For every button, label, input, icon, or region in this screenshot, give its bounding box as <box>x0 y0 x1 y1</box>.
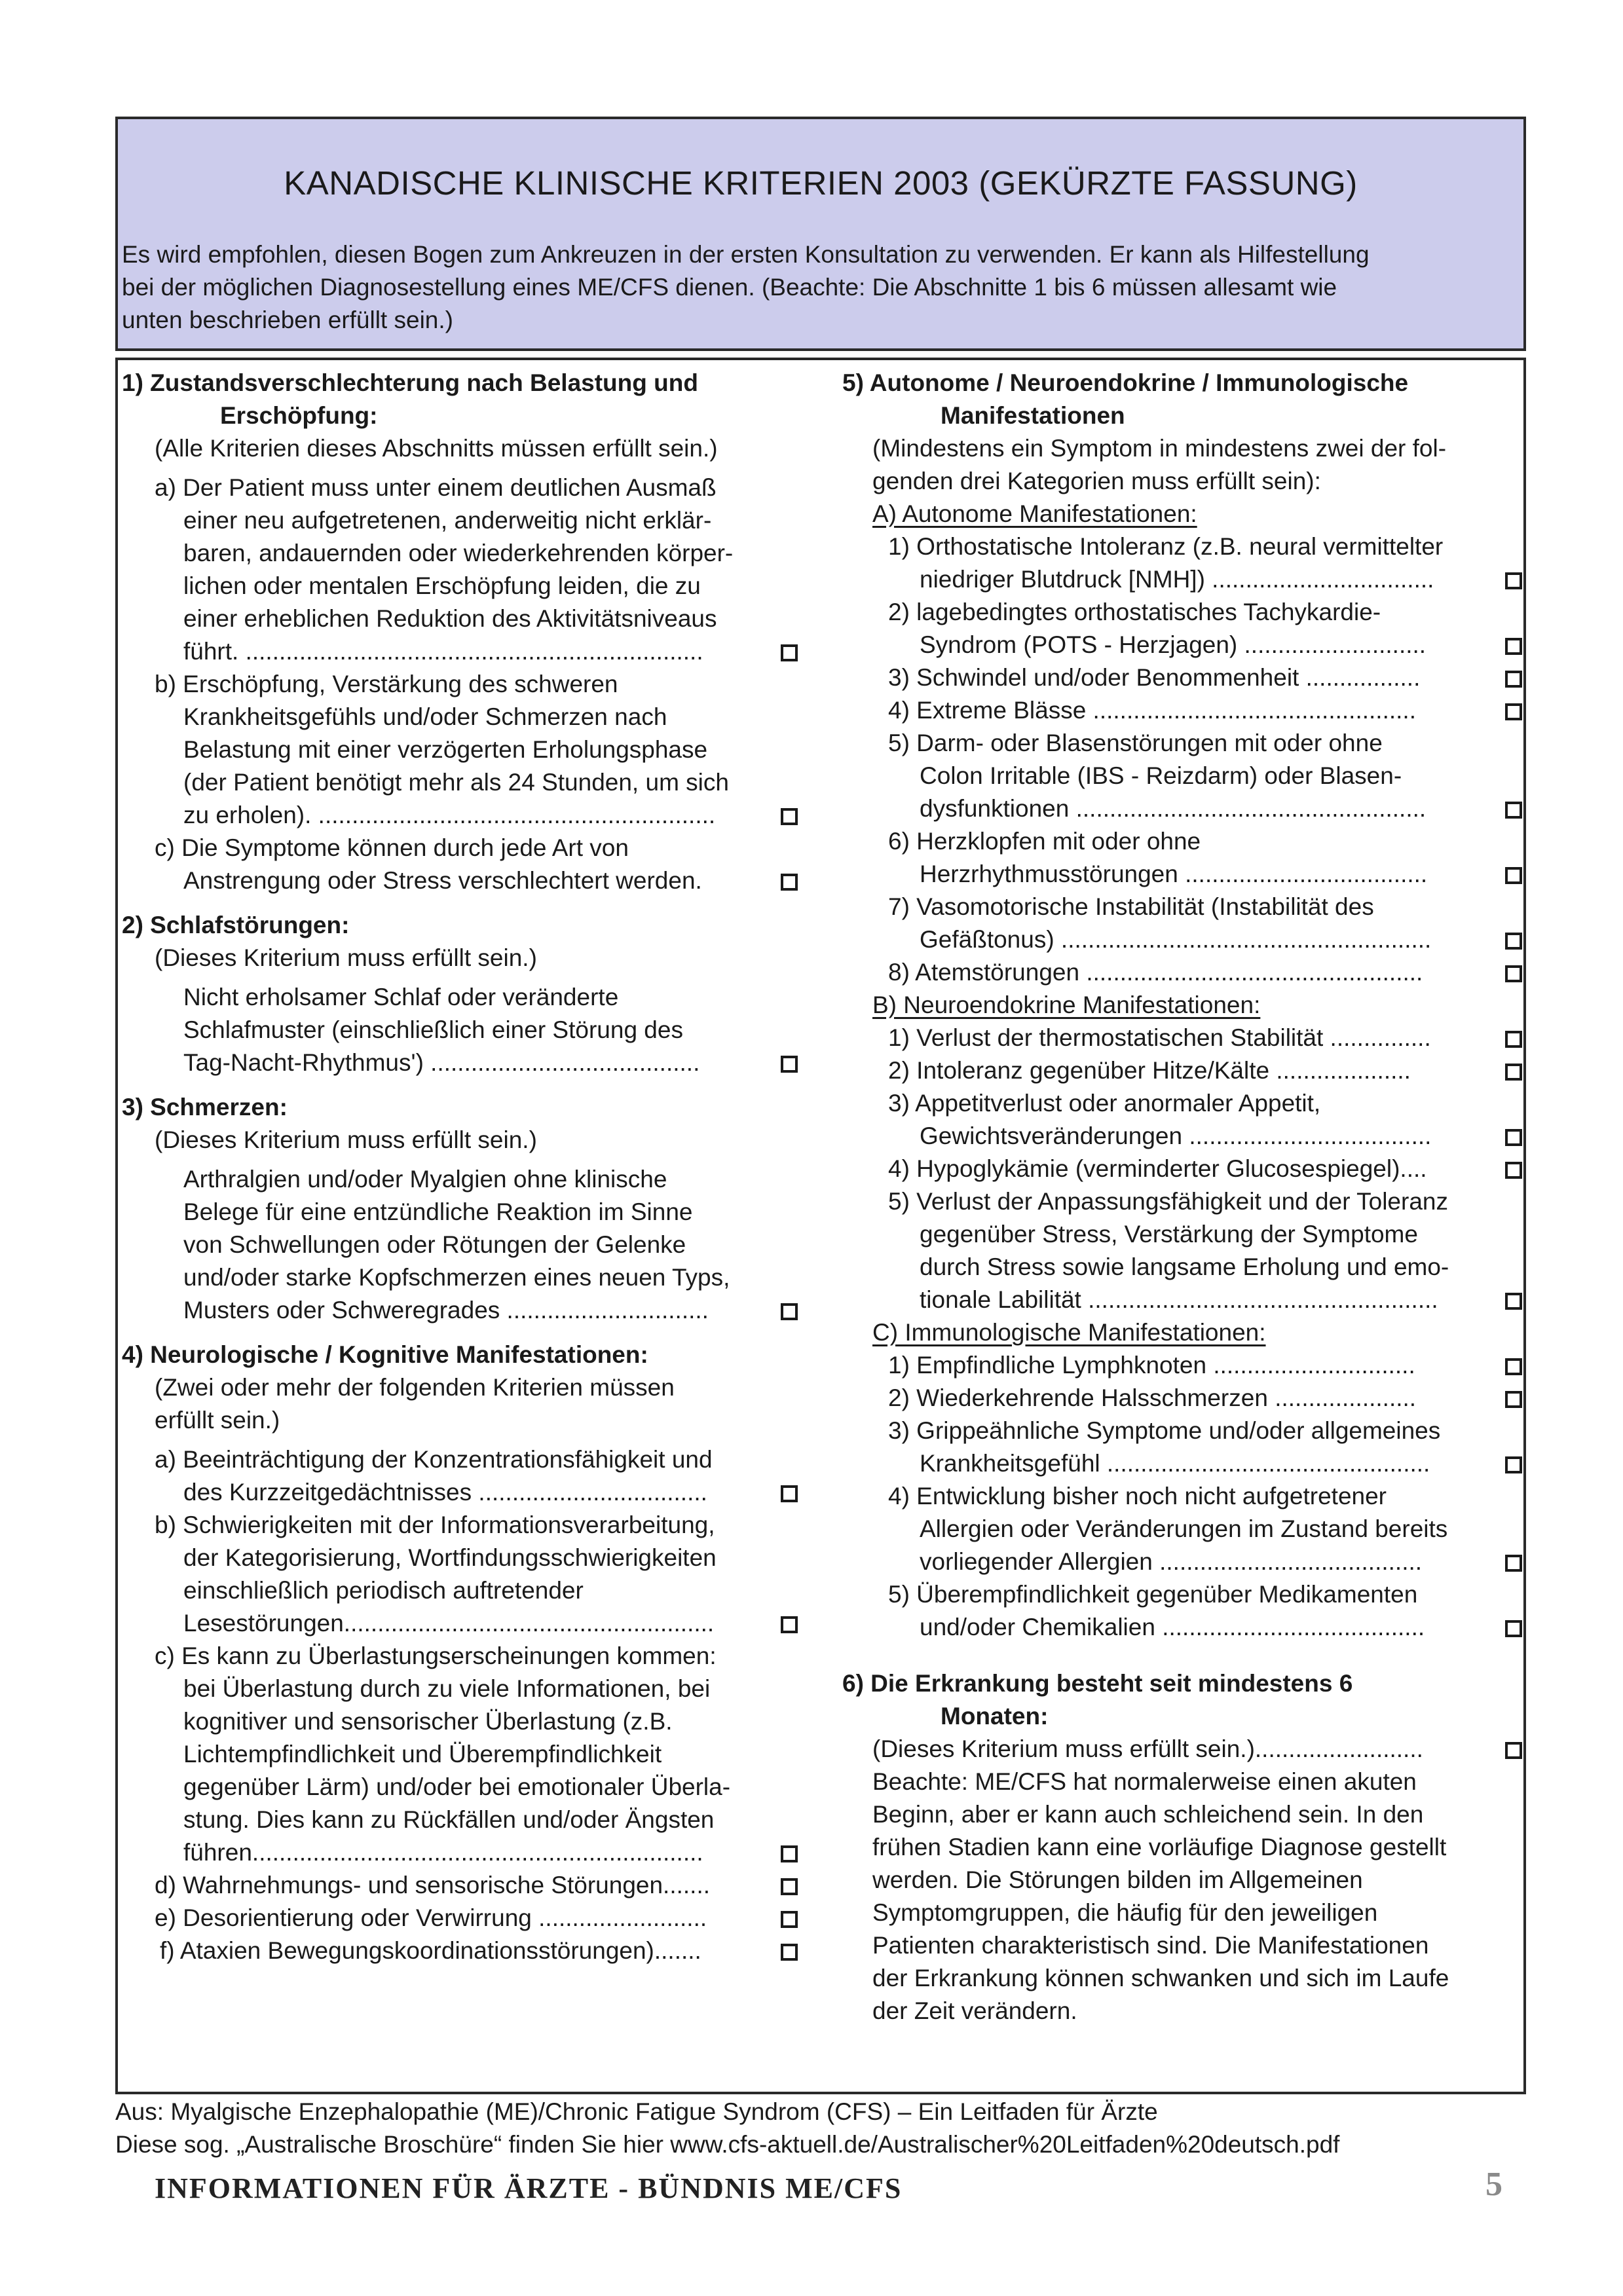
checkbox[interactable] <box>1505 1031 1522 1048</box>
criterion-line <box>842 1546 1526 1578</box>
text-line <box>122 1371 849 1404</box>
text-line <box>122 570 849 602</box>
checkbox[interactable] <box>1505 703 1522 720</box>
criterion-line <box>842 563 1526 596</box>
criterion-line <box>122 1836 849 1869</box>
text-line <box>122 733 849 766</box>
line-text: Colon Irritable (IBS - Reizdarm) oder Blasen- <box>920 762 1402 789</box>
line-text: 2) Intoleranz gegenüber Hitze/Kälte .................... <box>888 1057 1411 1084</box>
criterion-line <box>842 661 1526 694</box>
text-line <box>842 891 1526 923</box>
criterion-line <box>842 1447 1526 1480</box>
line-text: der Kategorisierung, Wortfindungsschwierigkeiten <box>183 1544 717 1571</box>
text-line <box>122 602 849 635</box>
criterion-line <box>842 1611 1526 1644</box>
checkbox[interactable] <box>1505 1391 1522 1408</box>
criterion-line <box>842 629 1526 661</box>
line-text: Lichtempfindlichkeit und Überempfindlichkeit <box>183 1741 662 1768</box>
line-text: (Mindestens ein Symptom in mindestens zwei der fol- <box>872 435 1447 462</box>
text-line <box>842 596 1526 629</box>
publication-footer: INFORMATIONEN FÜR ÄRZTE - BÜNDNIS ME/CFS <box>155 2172 903 2204</box>
checkbox[interactable] <box>1505 965 1522 982</box>
section-heading <box>122 1091 849 1124</box>
checkbox[interactable] <box>1505 1129 1522 1146</box>
text-line <box>842 1480 1526 1513</box>
checkbox[interactable] <box>781 644 798 661</box>
line-text: Gefäßtonus) ....................................................... <box>920 926 1432 953</box>
line-text: genden drei Kategorien muss erfüllt sein): <box>872 468 1321 494</box>
line-text: A) Autonome Manifestationen: <box>872 500 1197 527</box>
checkbox[interactable] <box>1505 1358 1522 1375</box>
criterion-line <box>842 792 1526 825</box>
line-text: der Erkrankung können schwanken und sich im Laufe <box>872 1965 1449 1991</box>
line-text: Manifestationen <box>941 402 1125 429</box>
criterion-line <box>842 1054 1526 1087</box>
text-line <box>122 1771 849 1804</box>
line-text: d) Wahrnehmungs- und sensorische Störungen....... <box>155 1872 711 1898</box>
intro-line: bei der möglichen Diagnosestellung eines ME/CFS dienen. (Beachte: Die Abschnitte 1 bis 6 müssen allesamt wie <box>122 274 1337 301</box>
line-text: 2) Schlafstörungen: <box>122 912 350 938</box>
text-line <box>122 1804 849 1836</box>
line-text: kognitiver und sensorischer Überlastung (z.B. <box>183 1708 673 1735</box>
line-text: f) Ataxien Bewegungskoordinationsstörungen)....... <box>160 1937 701 1964</box>
section-heading <box>842 1700 1526 1733</box>
section-heading <box>122 399 849 432</box>
line-text: des Kurzzeitgedächtnisses .................................. <box>183 1479 707 1506</box>
line-text: e) Desorientierung oder Verwirrung ......................... <box>155 1904 707 1931</box>
line-text: Belastung mit einer verzögerten Erholungsphase <box>183 736 708 763</box>
line-text: Erschöpfung: <box>220 402 378 429</box>
criterion-line <box>842 956 1526 989</box>
line-text: stung. Dies kann zu Rückfällen und/oder Ängsten <box>183 1806 715 1833</box>
line-text: Beachte: ME/CFS hat normalerweise einen akuten <box>872 1768 1417 1795</box>
criterion-line <box>842 1382 1526 1415</box>
line-text: b) Schwierigkeiten mit der Informationsverarbeitung, <box>155 1511 715 1538</box>
criterion-line <box>122 1476 849 1509</box>
text-line <box>122 1261 849 1294</box>
line-text: baren, andauernden oder wiederkehrenden körper- <box>183 540 734 566</box>
line-text: Musters oder Schweregrades .............................. <box>183 1297 709 1324</box>
line-text: Belege für eine entzündliche Reaktion im Sinne <box>183 1198 693 1225</box>
section-heading <box>122 367 849 399</box>
line-text: 4) Neurologische / Kognitive Manifestationen: <box>122 1341 648 1368</box>
text-line <box>842 1962 1526 1995</box>
line-text: 1) Empfindliche Lymphknoten .............................. <box>888 1352 1415 1379</box>
line-text: führt. .................................................................... <box>183 638 703 665</box>
criterion-line <box>842 923 1526 956</box>
left-column <box>122 367 849 1967</box>
line-text: 4) Entwicklung bisher noch nicht aufgetretener <box>888 1483 1387 1509</box>
text-line <box>842 498 1526 530</box>
text-line <box>122 701 849 733</box>
text-line <box>122 472 849 504</box>
section-heading <box>122 1339 849 1371</box>
text-line <box>842 1995 1526 2028</box>
text-line <box>122 1229 849 1261</box>
criterion-line <box>842 1733 1526 1766</box>
text-line <box>842 1578 1526 1611</box>
line-text: a) Beeinträchtigung der Konzentrationsfähigkeit und <box>155 1446 713 1473</box>
line-text: 1) Zustandsverschlechterung nach Belastung und <box>122 369 698 396</box>
text-line <box>122 504 849 537</box>
line-text: (Dieses Kriterium muss erfüllt sein.) <box>155 1126 537 1153</box>
criteria-box <box>115 358 1526 2094</box>
checkbox[interactable] <box>1505 1293 1522 1310</box>
text-line <box>122 1673 849 1705</box>
text-line <box>122 1014 849 1046</box>
line-text: Allergien oder Veränderungen im Zustand bereits <box>920 1515 1448 1542</box>
text-line <box>122 1640 849 1673</box>
line-text: 5) Darm- oder Blasenstörungen mit oder ohne <box>888 730 1383 756</box>
line-text: Lesestörungen....................................................... <box>183 1610 715 1637</box>
criterion-line <box>842 694 1526 727</box>
line-text: Krankheitsgefühls und/oder Schmerzen nach <box>183 703 667 730</box>
title-box <box>115 117 1526 351</box>
intro-line: Es wird empfohlen, diesen Bogen zum Ankreuzen in der ersten Konsultation zu verwenden. Er kann als Hilfestellung <box>122 241 1370 268</box>
checkbox[interactable] <box>781 1485 798 1502</box>
checkbox[interactable] <box>781 808 798 825</box>
page-title: KANADISCHE KLINISCHE KRITERIEN 2003 (GEKÜRZTE FASSUNG) <box>284 164 1358 202</box>
checkbox[interactable] <box>1505 671 1522 688</box>
line-text: 5) Verlust der Anpassungsfähigkeit und der Toleranz <box>888 1188 1448 1215</box>
text-line <box>122 1542 849 1574</box>
line-text: 6) Herzklopfen mit oder ohne <box>888 828 1201 855</box>
line-text: 1) Orthostatische Intoleranz (z.B. neural vermittelter <box>888 533 1444 560</box>
line-text: 2) Wiederkehrende Halsschmerzen ..................... <box>888 1384 1417 1411</box>
criterion-line <box>842 1349 1526 1382</box>
line-text: Gewichtsveränderungen .................................... <box>920 1122 1432 1149</box>
text-line <box>122 1509 849 1542</box>
line-text: 7) Vasomotorische Instabilität (Instabilität des <box>888 893 1374 920</box>
line-text: zu erholen). ........................................................... <box>183 802 716 828</box>
checkbox[interactable] <box>1505 802 1522 819</box>
text-line <box>842 727 1526 760</box>
text-line <box>122 942 849 974</box>
checkbox[interactable] <box>1505 1162 1522 1179</box>
section-heading <box>122 909 849 942</box>
checkbox[interactable] <box>1505 572 1522 589</box>
text-line <box>842 989 1526 1022</box>
line-text: c) Es kann zu Überlastungserscheinungen kommen: <box>155 1642 717 1669</box>
criterion-line <box>122 1902 849 1935</box>
line-text: einer neu aufgetretenen, anderweitig nicht erklär- <box>183 507 712 534</box>
section-heading <box>842 367 1526 399</box>
text-line <box>842 1251 1526 1284</box>
text-line <box>122 1738 849 1771</box>
checkbox[interactable] <box>781 1911 798 1928</box>
line-text: und/oder starke Kopfschmerzen eines neuen Typs, <box>183 1264 730 1291</box>
text-line <box>842 530 1526 563</box>
line-text: führen................................................................... <box>183 1839 703 1866</box>
criterion-line <box>122 1046 849 1079</box>
line-text: werden. Die Störungen bilden im Allgemeinen <box>872 1866 1363 1893</box>
criterion-line <box>122 864 849 897</box>
line-text: (Dieses Kriterium muss erfüllt sein.)......................... <box>872 1735 1423 1762</box>
criterion-line <box>842 1284 1526 1316</box>
checkbox[interactable] <box>1505 1456 1522 1473</box>
section-heading <box>842 399 1526 432</box>
line-text: Nicht erholsamer Schlaf oder veränderte <box>183 984 619 1010</box>
page-number: 5 <box>1485 2166 1502 2203</box>
line-text: vorliegender Allergien ....................................... <box>920 1548 1423 1575</box>
text-line <box>122 766 849 799</box>
line-text: 3) Schmerzen: <box>122 1094 288 1120</box>
text-line <box>842 1513 1526 1546</box>
text-line <box>122 432 849 465</box>
line-text: 1) Verlust der thermostatischen Stabilität ............... <box>888 1024 1431 1051</box>
line-text: gegenüber Lärm) und/oder bei emotionaler Überla- <box>183 1773 731 1800</box>
checkbox[interactable] <box>781 1944 798 1961</box>
text-line <box>122 1705 849 1738</box>
line-text: (Alle Kriterien dieses Abschnitts müssen erfüllt sein.) <box>155 435 718 462</box>
line-text: tionale Labilität .................................................... <box>920 1286 1438 1313</box>
text-line <box>842 465 1526 498</box>
text-line <box>122 1574 849 1607</box>
line-text: 3) Appetitverlust oder anormaler Appetit, <box>888 1090 1321 1117</box>
intro-line: unten beschrieben erfüllt sein.) <box>122 306 453 333</box>
line-text: erfüllt sein.) <box>155 1407 280 1434</box>
text-line <box>842 1087 1526 1120</box>
line-text: niedriger Blutdruck [NMH]) ................................. <box>920 566 1434 593</box>
text-line <box>842 1831 1526 1864</box>
line-text: gegenüber Stress, Verstärkung der Symptome <box>920 1221 1418 1248</box>
section-heading <box>842 1667 1526 1700</box>
text-line <box>842 1218 1526 1251</box>
text-line <box>122 668 849 701</box>
line-text: Patienten charakteristisch sind. Die Manifestationen <box>872 1932 1429 1959</box>
line-text: Syndrom (POTS - Herzjagen) ........................... <box>920 631 1427 658</box>
line-text: Schlafmuster (einschließlich einer Störung des <box>183 1016 683 1043</box>
intro-text <box>122 238 1520 337</box>
source-note <box>115 2096 1339 2161</box>
text-line <box>842 1864 1526 1897</box>
criterion-line <box>122 1935 849 1967</box>
text-line <box>842 1798 1526 1831</box>
text-line <box>842 1897 1526 1929</box>
line-text: Tag-Nacht-Rhythmus') ........................................ <box>183 1049 700 1076</box>
line-text: c) Die Symptome können durch jede Art von <box>155 834 629 861</box>
line-text: durch Stress sowie langsame Erholung und emo- <box>920 1253 1449 1280</box>
text-line <box>842 1316 1526 1349</box>
line-text: 8) Atemstörungen .................................................. <box>888 959 1423 986</box>
criterion-line <box>122 1869 849 1902</box>
line-text: (Zwei oder mehr der folgenden Kriterien müssen <box>155 1374 675 1401</box>
line-text: 6) Die Erkrankung besteht seit mindestens 6 <box>842 1670 1353 1697</box>
line-text: Herzrhythmusstörungen .................................... <box>920 861 1428 887</box>
text-line <box>842 432 1526 465</box>
line-text: 2) lagebedingtes orthostatisches Tachykardie- <box>888 599 1381 625</box>
criterion-line <box>122 635 849 668</box>
line-text: Monaten: <box>941 1703 1049 1730</box>
line-text: und/oder Chemikalien ....................................... <box>920 1614 1425 1640</box>
checkbox[interactable] <box>781 1878 798 1895</box>
criterion-line <box>842 858 1526 891</box>
text-line <box>122 832 849 864</box>
text-line <box>122 537 849 570</box>
checkbox[interactable] <box>1505 933 1522 950</box>
criterion-line <box>842 1153 1526 1185</box>
line-text: C) Immunologische Manifestationen: <box>872 1319 1266 1346</box>
text-line <box>122 1404 849 1437</box>
line-text: bei Überlastung durch zu viele Informationen, bei <box>183 1675 711 1702</box>
line-text: a) Der Patient muss unter einem deutlichen Ausmaß <box>155 474 717 501</box>
criterion-line <box>842 1120 1526 1153</box>
text-line <box>842 1929 1526 1962</box>
text-line <box>842 760 1526 792</box>
checkbox[interactable] <box>1505 1620 1522 1637</box>
criterion-line <box>842 1022 1526 1054</box>
text-line <box>842 825 1526 858</box>
line-text: Symptomgruppen, die häufig für den jeweiligen <box>872 1899 1378 1926</box>
line-text: (Dieses Kriterium muss erfüllt sein.) <box>155 944 537 971</box>
text-line <box>842 1415 1526 1447</box>
line-text: 4) Hypoglykämie (verminderter Glucosespiegel).... <box>888 1155 1427 1182</box>
line-text: 3) Grippeähnliche Symptome und/oder allgemeines <box>888 1417 1441 1444</box>
line-text: einschließlich periodisch auftretender <box>183 1577 584 1604</box>
source-line: Diese sog. „Australische Broschüre“ finden Sie hier www.cfs-aktuell.de/Australischer%20Leitfaden%20deutsch.pdf <box>115 2131 1340 2158</box>
line-text: Beginn, aber er kann auch schleichend sein. In den <box>872 1801 1424 1828</box>
checkbox[interactable] <box>1505 867 1522 884</box>
line-text: (der Patient benötigt mehr als 24 Stunden, um sich <box>183 769 729 796</box>
checkbox[interactable] <box>781 1616 798 1633</box>
criterion-line <box>122 1294 849 1327</box>
line-text: 4) Extreme Blässe ................................................ <box>888 697 1416 724</box>
checkbox[interactable] <box>781 1845 798 1862</box>
criterion-line <box>122 799 849 832</box>
line-text: einer erheblichen Reduktion des Aktivitätsniveaus <box>183 605 717 632</box>
criterion-line <box>122 1607 849 1640</box>
text-line <box>122 1443 849 1476</box>
line-text: B) Neuroendokrine Manifestationen: <box>872 991 1261 1018</box>
text-line <box>122 1163 849 1196</box>
checkbox[interactable] <box>1505 1555 1522 1572</box>
line-text: von Schwellungen oder Rötungen der Gelenke <box>183 1231 686 1258</box>
checkbox[interactable] <box>781 1303 798 1320</box>
line-text: lichen oder mentalen Erschöpfung leiden, die zu <box>183 572 701 599</box>
right-column <box>842 367 1526 2028</box>
checkbox[interactable] <box>1505 1742 1522 1759</box>
line-text: Arthralgien und/oder Myalgien ohne klinische <box>183 1166 667 1193</box>
text-line <box>122 1124 849 1157</box>
line-text: 5) Autonome / Neuroendokrine / Immunologische <box>842 369 1409 396</box>
line-text: dysfunktionen .................................................... <box>920 795 1427 822</box>
text-line <box>122 981 849 1014</box>
text-line <box>122 1196 849 1229</box>
line-text: Krankheitsgefühl ................................................ <box>920 1450 1430 1477</box>
line-text: Anstrengung oder Stress verschlechtert werden. <box>183 867 702 894</box>
text-line <box>842 1766 1526 1798</box>
line-text: b) Erschöpfung, Verstärkung des schweren <box>155 671 618 697</box>
source-line: Aus: Myalgische Enzephalopathie (ME)/Chronic Fatigue Syndrom (CFS) – Ein Leitfaden für Ärzte <box>115 2098 1158 2125</box>
line-text: der Zeit verändern. <box>872 1997 1077 2024</box>
checkbox[interactable] <box>781 874 798 891</box>
line-text: 5) Überempfindlichkeit gegenüber Medikamenten <box>888 1581 1418 1608</box>
checkbox[interactable] <box>781 1056 798 1073</box>
line-text: frühen Stadien kann eine vorläufige Diagnose gestellt <box>872 1834 1447 1861</box>
line-text: 3) Schwindel und/oder Benommenheit ................. <box>888 664 1421 691</box>
text-line <box>842 1185 1526 1218</box>
checkbox[interactable] <box>1505 638 1522 655</box>
checkbox[interactable] <box>1505 1064 1522 1081</box>
